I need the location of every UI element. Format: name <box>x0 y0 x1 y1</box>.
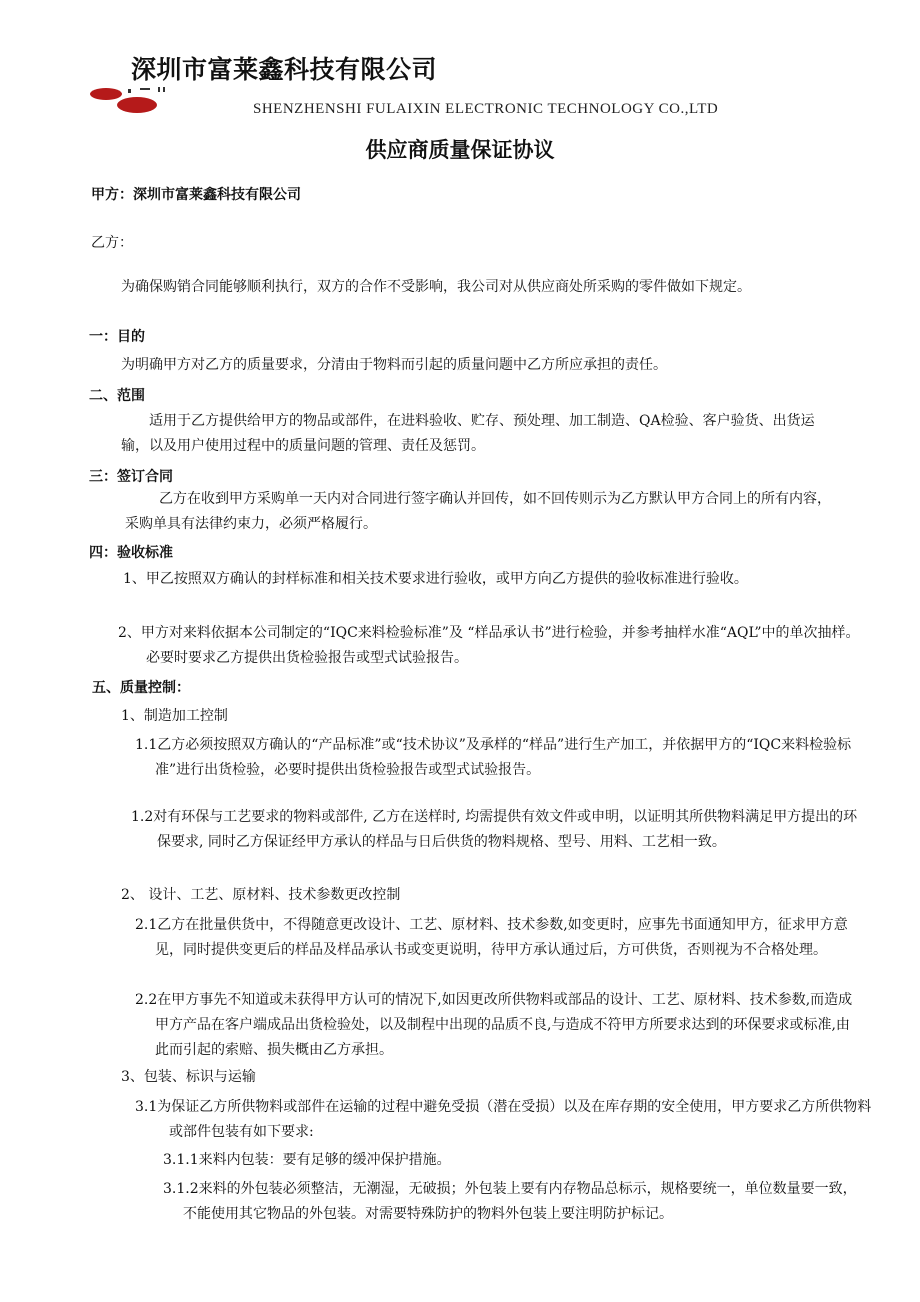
clause-3-1-1: 3.1.1来料内包装：要有足够的缓冲保护措施。 <box>163 1152 451 1168</box>
intro-paragraph: 为确保购销合同能够顺利执行，双方的合作不受影响，我公司对从供应商处所采购的零件做如下规定。 <box>121 279 751 295</box>
section-1-text: 为明确甲方对乙方的质量要求，分清由于物料而引起的质量问题中乙方所应承担的责任。 <box>121 357 667 373</box>
party-b: 乙方： <box>91 235 133 251</box>
section-2-text: 适用于乙方提供给甲方的物品或部件，在进料验收、贮存、预处理、加工制造、QA检验、客户验货、出货运输，以及用户使用过程中的质量问题的管理、责任及惩罚。 <box>121 413 815 454</box>
section-4-item-2: 2、甲方对来料依据本公司制定的“IQC来料检验标准”及 “样品承认书”进行检验，并参考抽样水准“AQL”中的单次抽样。必要时要求乙方提供出货检验报告或型式试验报告。 <box>118 625 860 666</box>
clause-1-2: 1.2对有环保与工艺要求的物料或部件, 乙方在送样时, 均需提供有效文件或申明，以证明其所供物料满足甲方提出的环保要求, 同时乙方保证经甲方承认的样品与日后供货的物料规格、型号、用料、工艺相一致。 <box>131 809 858 850</box>
section-4-heading: 四：验收标准 <box>89 545 173 561</box>
section-3-text: 乙方在收到甲方采购单一天内对合同进行签字确认并回传，如不回传则示为乙方默认甲方合同上的所有内容，采购单具有法律约束力，必须严格履行。 <box>125 491 831 532</box>
company-name-cn: 深圳市富莱鑫科技有限公司 <box>131 55 438 84</box>
clause-1-1: 1.1乙方必须按照双方确认的“产品标准”或“技术协议”及承样的“样品”进行生产加工，并依据甲方的“IQC来料检验标准”进行出货检验，必要时提供出货检验报告或型式试验报告。 <box>135 737 852 778</box>
company-logo <box>88 84 168 120</box>
section-1-heading: 一：目的 <box>89 329 145 345</box>
section-5-sub-3: 3、包装、标识与运输 <box>121 1069 256 1085</box>
section-2-heading: 二、范围 <box>89 388 145 404</box>
clause-2-2: 2.2在甲方事先不知道或未获得甲方认可的情况下,如因更改所供物料或部品的设计、工艺、原材料、技术参数,而造成甲方产品在客户端成品出货检验处，以及制程中出现的品质不良,与造成不符甲方所要求达到的环保要求或标准,由此而引起的索赔、损失概由乙方承担。 <box>135 992 853 1058</box>
section-4-item-1: 1、甲乙按照双方确认的封样标准和相关技术要求进行验收，或甲方向乙方提供的验收标准进行验收。 <box>123 571 748 587</box>
section-3-heading: 三：签订合同 <box>89 469 173 485</box>
clause-3-1-2: 3.1.2来料的外包装必须整洁，无潮湿，无破损；外包装上要有内存物品总标示，规格要统一，单位数量要一致，不能使用其它物品的外包装。对需要特殊防护的物料外包装上要注明防护标记。 <box>163 1181 857 1222</box>
company-name-en: SHENZHENSHI FULAIXIN ELECTRONIC TECHNOLOGY CO.,LTD <box>253 101 719 117</box>
section-5-sub-2: 2、 设计、工艺、原材料、技术参数更改控制 <box>121 887 401 903</box>
section-5-sub-1: 1、制造加工控制 <box>121 708 228 724</box>
section-5-heading: 五、质量控制： <box>92 680 190 696</box>
clause-3-1: 3.1为保证乙方所供物料或部件在运输的过程中避免受损（潜在受损）以及在库存期的安全使用，甲方要求乙方所供物料或部件包装有如下要求: <box>135 1099 872 1140</box>
document-title: 供应商质量保证协议 <box>365 138 555 162</box>
clause-2-1: 2.1乙方在批量供货中，不得随意更改设计、工艺、原材料、技术参数,如变更时，应事先书面通知甲方，征求甲方意见，同时提供变更后的样品及样品承认书或变更说明，待甲方承认通过后，方可供货，否则视为不合格处理。 <box>135 917 848 958</box>
party-a: 甲方：深圳市富莱鑫科技有限公司 <box>91 187 301 203</box>
